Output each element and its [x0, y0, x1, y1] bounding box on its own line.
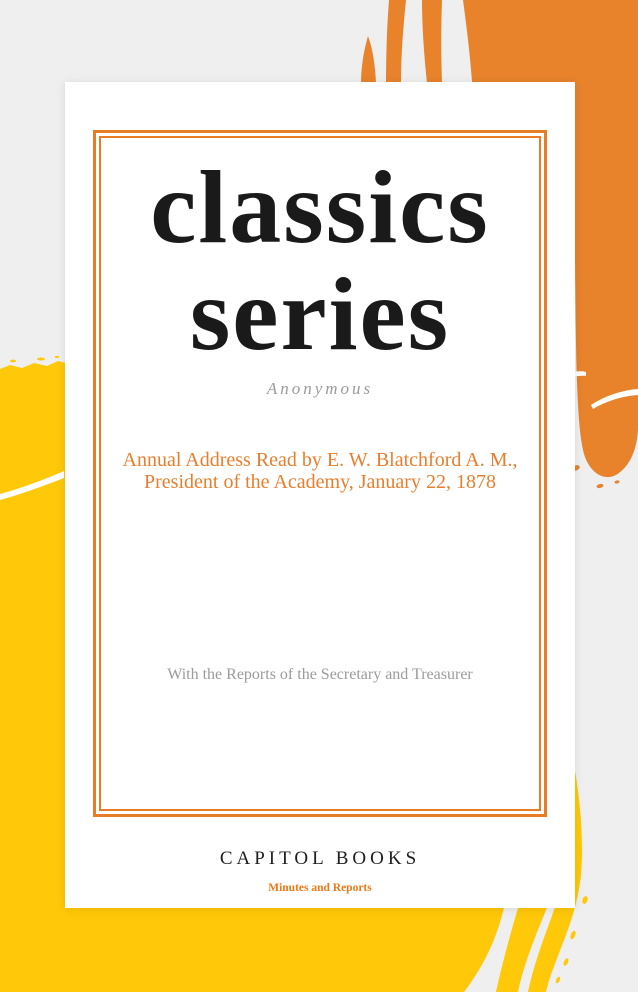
cover-subtitle: With the Reports of the Secretary and Treasurer — [167, 666, 473, 683]
book-title — [105, 449, 535, 493]
yellow-fleck — [37, 358, 45, 361]
book-title-line-2: President of the Academy, January 22, 1878 — [144, 471, 496, 493]
imprint-name: Minutes and Reports — [268, 882, 372, 894]
yellow-fleck — [55, 356, 59, 358]
series-title — [65, 150, 575, 372]
yellow-brush-stroke-left — [0, 361, 66, 992]
author-name: Anonymous — [266, 379, 374, 398]
publisher-name: CAPITOL BOOKS — [219, 848, 421, 869]
series-title-line-2: series — [189, 257, 451, 372]
series-title-line-1: classics — [150, 150, 490, 265]
yellow-brush-stroke-bottom — [60, 898, 506, 992]
book-title-line-1: Annual Address Read by E. W. Blatchford A. M., — [122, 449, 518, 471]
yellow-fleck — [10, 360, 16, 363]
cover-card — [65, 82, 575, 908]
